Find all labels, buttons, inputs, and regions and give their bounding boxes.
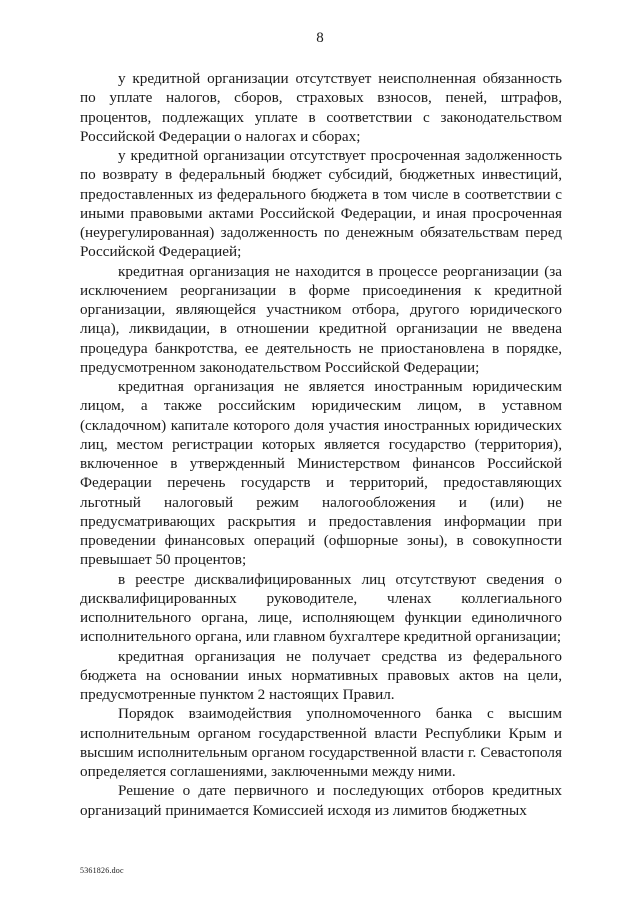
paragraph-overdue-debt: у кредитной организации отсутствует просроченная задолженность по возврату в федеральный бюджет субсидий, бюджетных инвестиций, предоставленных из федерального бюджета в том числе в соответствии с иными правовыми актами Российской Федерации, и иная просроченная (неурегулированная) задолженность по денежным обязательствам перед Российской Федерацией; bbox=[80, 147, 562, 261]
paragraph-foreign-entity: кредитная организация не является иностранным юридическим лицом, а также российским юридическим лицом, в уставном (складочном) капитале которого доля участия иностранных юридических лиц, местом регистрации которых является государство (территория), включенное в утвержденный Министерством финансов Российской Федерации перечень государств и территорий, предоставляющих льготный налоговый режим налогообложения и (или) не предусматривающих раскрытия и предоставления информации при проведении финансовых операций (офшорные зоны), в совокупности превышает 50 процентов; bbox=[80, 378, 562, 569]
paragraph-reorganization: кредитная организация не находится в процессе реорганизации (за исключением реорганизации в форме присоединения к кредитной организации, являющейся участником отбора, другого юридического лица), ликвидации, в отношении кредитной организации не введена процедура банкротства, ее деятельность не приостановлена в порядке, предусмотренном законодательством Российской Федерации; bbox=[80, 262, 562, 376]
footer-document-code: 5361826.doc bbox=[80, 866, 124, 875]
paragraph-tax-obligations: у кредитной организации отсутствует неисполненная обязанность по уплате налогов, сборов, страховых взносов, пеней, штрафов, процентов, подлежащих уплате в соответствии с законодательством Российской Федерации о налогах и сборах; bbox=[80, 70, 562, 145]
paragraph-disqualified-persons: в реестре дисквалифицированных лиц отсутствуют сведения о дисквалифицированных руководителе, членах коллегиального исполнительного органа, лице, исполняющем функции единоличного исполнительного органа, или главном бухгалтере кредитной организации; bbox=[80, 570, 562, 646]
paragraph-federal-funds: кредитная организация не получает средства из федерального бюджета на основании иных нормативных правовых актов на цели, предусмотренные пунктом 2 настоящих Правил. bbox=[80, 647, 562, 703]
paragraph-interaction-procedure: Порядок взаимодействия уполномоченного банка с высшим исполнительным органом государственной власти Республики Крым и высшим исполнительным органом государственной власти г. Севастополя определяется соглашениями, заключенными между ними. bbox=[80, 705, 562, 780]
paragraph-selection-decision: Решение о дате первичного и последующих отборов кредитных организаций принимается Комиссией исходя из лимитов бюджетных bbox=[80, 782, 562, 819]
page-number: 8 bbox=[316, 30, 324, 46]
document-body bbox=[80, 69, 562, 820]
